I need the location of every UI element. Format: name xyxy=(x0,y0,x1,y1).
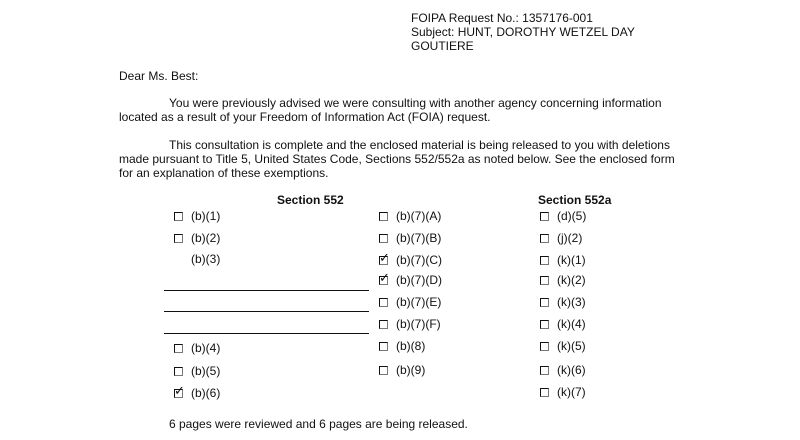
exemption-label: (k)(7) xyxy=(557,385,586,399)
checkbox[interactable] xyxy=(540,342,549,351)
exemption-b9[interactable] xyxy=(379,362,425,378)
paragraph-2-line-2: made pursuant to Title 5, United States Code, Sections 552/552a as noted below. See the enclosed form xyxy=(119,152,675,166)
checkbox[interactable] xyxy=(540,320,549,329)
exemption-b6[interactable] xyxy=(174,382,221,401)
exemption-k5[interactable] xyxy=(540,338,586,354)
exemption-k6[interactable] xyxy=(540,362,586,378)
checkbox[interactable] xyxy=(174,382,185,398)
checkbox[interactable] xyxy=(174,212,183,221)
exemption-d5[interactable] xyxy=(540,208,586,224)
checkbox[interactable] xyxy=(540,276,549,285)
exemption-label: (b)(4) xyxy=(191,341,221,355)
exemption-b5[interactable] xyxy=(174,363,220,379)
check-mark-icon: ✓ xyxy=(379,249,390,265)
exemption-label: (b)(7)(F) xyxy=(396,317,441,331)
exemption-label: (d)(5) xyxy=(557,209,587,223)
blank-line xyxy=(164,290,369,291)
exemption-k7[interactable] xyxy=(540,384,586,400)
exemption-label: (b)(5) xyxy=(191,364,221,378)
checkbox[interactable] xyxy=(174,234,183,243)
paragraph-1-line-2: located as a result of your Freedom of Information Act (FOIA) request. xyxy=(119,110,491,124)
exemption-label: (b)(8) xyxy=(396,339,426,353)
checkbox[interactable] xyxy=(540,298,549,307)
checkbox[interactable] xyxy=(540,388,549,397)
exemption-b4[interactable] xyxy=(174,340,220,356)
checkbox[interactable] xyxy=(379,366,388,375)
checkbox[interactable] xyxy=(379,298,388,307)
exemption-b2[interactable] xyxy=(174,230,220,246)
exemption-label: (b)(7)(B) xyxy=(396,231,442,245)
exemption-label: (k)(2) xyxy=(557,273,586,287)
exemption-label: (b)(7)(A) xyxy=(396,209,442,223)
checkbox[interactable] xyxy=(379,234,388,243)
paragraph-1-line-1: You were previously advised we were consulting with another agency concerning information xyxy=(169,96,662,110)
exemption-k1[interactable] xyxy=(540,252,586,268)
exemption-label: (k)(1) xyxy=(557,253,586,267)
exemption-b8[interactable] xyxy=(379,338,425,354)
paragraph-2-line-1: This consultation is complete and the enclosed material is being released to you with deletions xyxy=(169,138,670,152)
exemption-label: (b)(6) xyxy=(191,386,221,400)
checkbox[interactable] xyxy=(174,344,183,353)
check-mark-icon: ✓ xyxy=(379,269,390,285)
checkbox[interactable] xyxy=(379,342,388,351)
exemption-b7e[interactable] xyxy=(379,294,441,310)
exemption-b7f[interactable] xyxy=(379,316,441,332)
exemption-label: (k)(3) xyxy=(557,295,586,309)
paragraph-2-line-3: for an explanation of these exemptions. xyxy=(119,166,329,180)
exemption-label: (k)(4) xyxy=(557,317,586,331)
checkbox[interactable] xyxy=(379,212,388,221)
exemption-label: (j)(2) xyxy=(557,231,583,245)
blank-line xyxy=(164,333,369,334)
exemption-k3[interactable] xyxy=(540,294,586,310)
section-552-title: Section 552 xyxy=(277,193,344,207)
exemption-label: (k)(5) xyxy=(557,339,586,353)
subject-line: Subject: HUNT, DOROTHY WETZEL DAY xyxy=(411,25,635,39)
exemption-j2[interactable] xyxy=(540,230,582,246)
subject-line-continued: GOUTIERE xyxy=(411,39,474,53)
exemption-label: (b)(7)(D) xyxy=(396,273,442,287)
exemption-label: (b)(2) xyxy=(191,231,221,245)
checkbox[interactable] xyxy=(174,367,183,376)
exemption-b3-label: (b)(3) xyxy=(191,252,221,266)
exemption-label: (b)(7)(C) xyxy=(396,253,442,267)
exemption-b7a[interactable] xyxy=(379,208,441,224)
blank-line xyxy=(164,311,369,312)
exemption-k2[interactable] xyxy=(540,272,586,288)
exemption-label: (b)(9) xyxy=(396,363,426,377)
exemption-k4[interactable] xyxy=(540,316,586,332)
exemption-label: (b)(1) xyxy=(191,209,221,223)
exemption-b1[interactable] xyxy=(174,208,220,224)
request-number: FOIPA Request No.: 1357176-001 xyxy=(411,11,593,25)
checkbox[interactable] xyxy=(540,212,549,221)
checkbox[interactable] xyxy=(379,269,390,285)
checkbox[interactable] xyxy=(379,249,390,265)
exemption-b7d[interactable] xyxy=(379,269,442,288)
exemption-b7b[interactable] xyxy=(379,230,441,246)
pages-summary: 6 pages were reviewed and 6 pages are being released. xyxy=(169,417,468,431)
exemption-b7c[interactable] xyxy=(379,249,442,268)
checkbox[interactable] xyxy=(540,256,549,265)
section-552a-title: Section 552a xyxy=(538,193,612,207)
salutation: Dear Ms. Best: xyxy=(119,69,199,83)
exemption-label: (b)(7)(E) xyxy=(396,295,442,309)
checkbox[interactable] xyxy=(540,366,549,375)
checkbox[interactable] xyxy=(379,320,388,329)
check-mark-icon: ✓ xyxy=(174,382,185,398)
checkbox[interactable] xyxy=(540,234,549,243)
exemption-label: (k)(6) xyxy=(557,363,586,377)
